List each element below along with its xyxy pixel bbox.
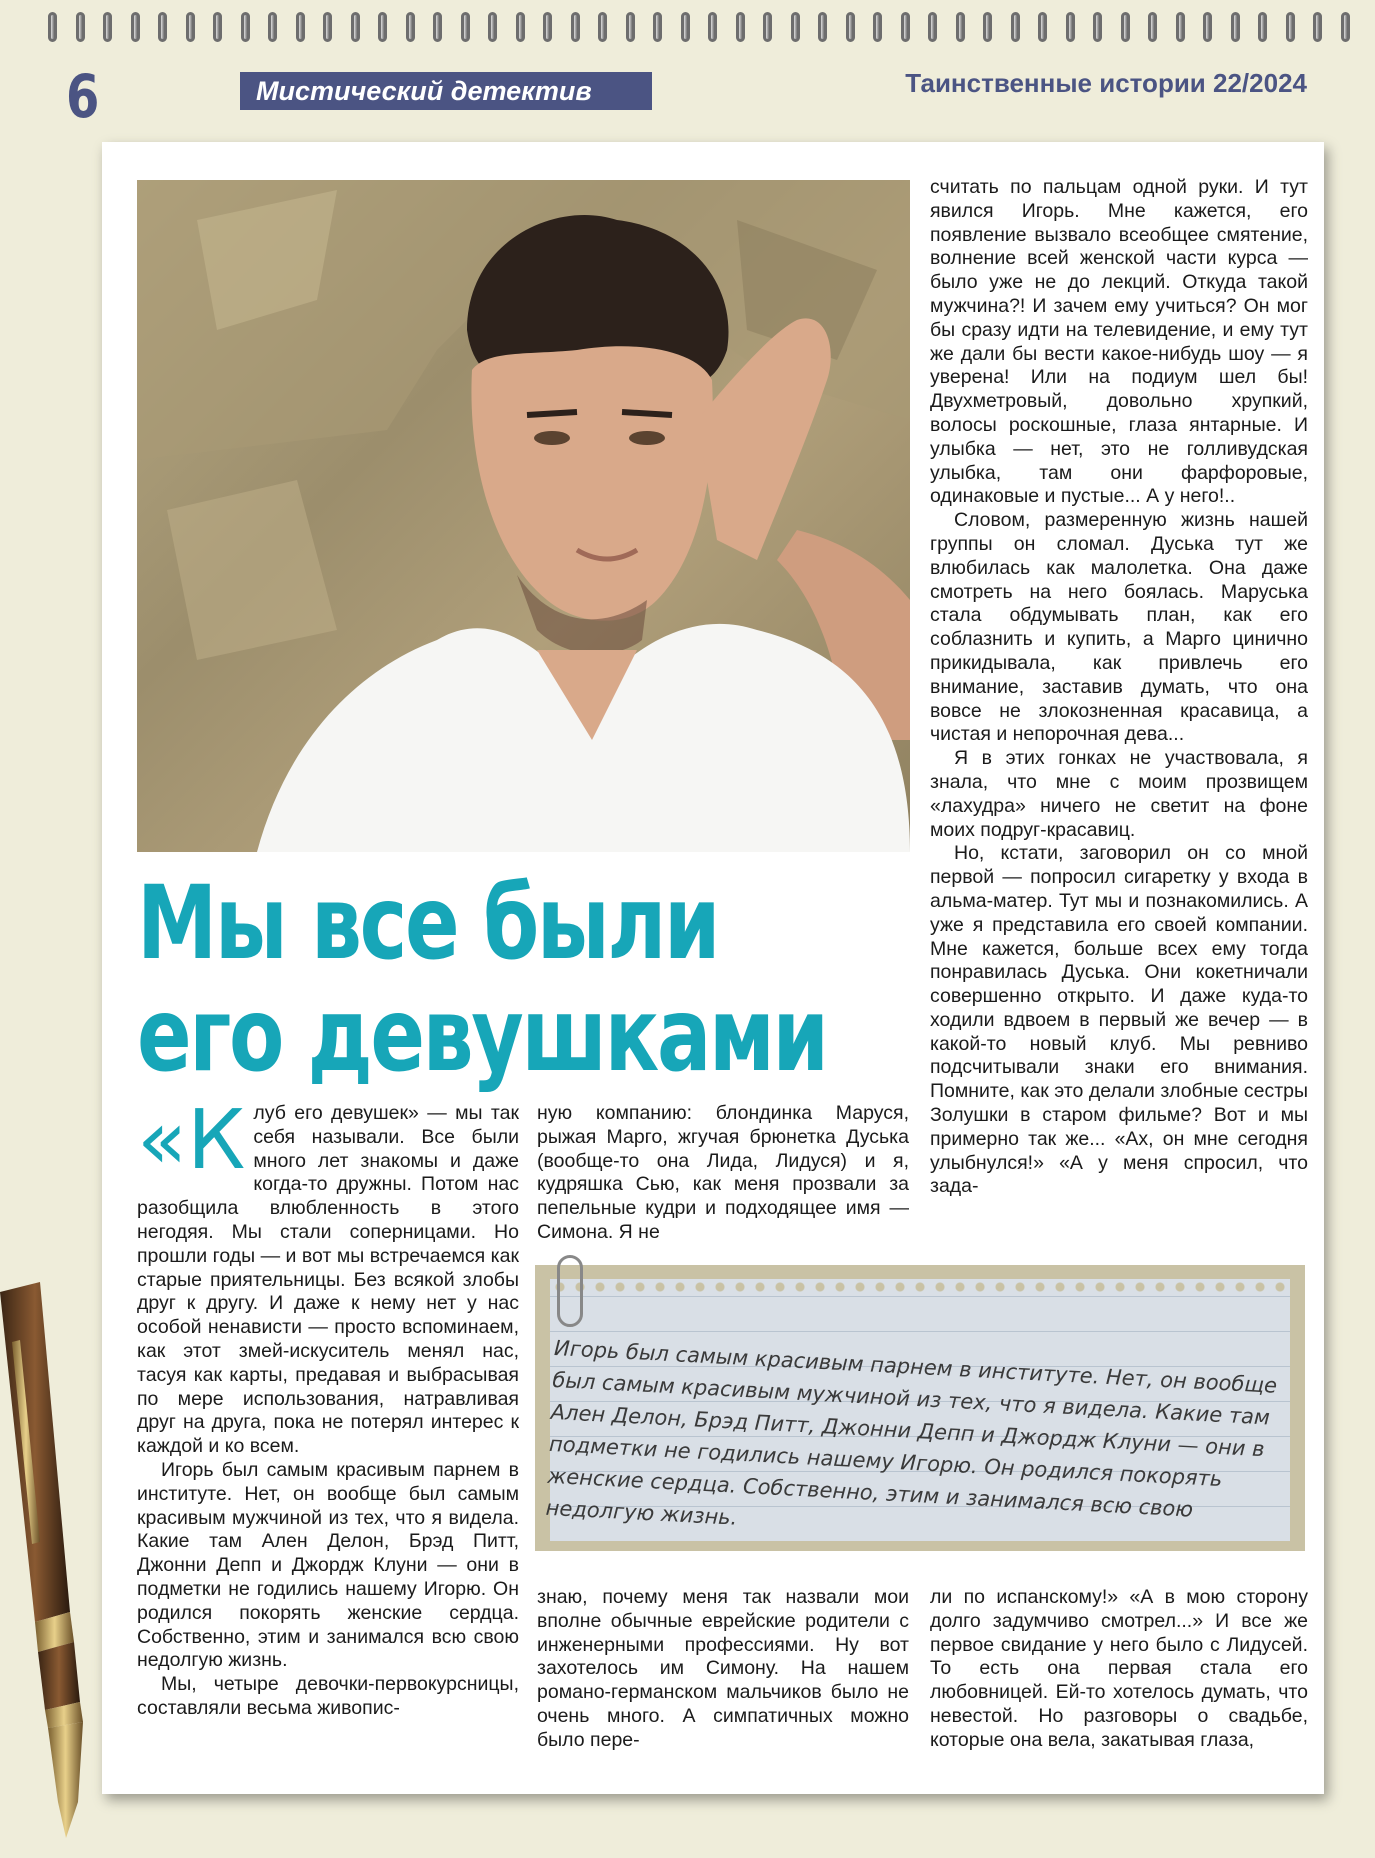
spiral-ring xyxy=(488,12,497,42)
spiral-ring xyxy=(213,12,222,42)
spiral-ring xyxy=(158,12,167,42)
spiral-ring xyxy=(763,12,772,42)
article-paragraph: Но, кстати, заговорил он со мной первой — попросил сигаретку у входа в альма-матер. Тут мы и познакомились. А уже я представила его своей компании. Мне кажется, больше всех ему тогда понравилась Дуська. Они кокетничали совершенно открыто. И даже куда-то ходили вдвоем в первый же вечер — в какой-то новый клуб. Мы ревниво подсчитывали знаки его внимания. Помните, как это делали злобные сестры Золушки в старом фильме? Вот и мы примерно так же... «Ах, он мне сегодня улыбнулся!» «А у меня спросил, что зада- xyxy=(930,842,1308,1198)
spiral-ring xyxy=(1038,12,1047,42)
article-paragraph: Словом, размеренную жизнь нашей группы он сломал. Дуська тут же влюбилась как малолетка. Она даже смотреть на него боялась. Маруська стала обдумывать план, как его соблазнить и купить, а Марго цинично прикидывала, как привлечь его внимание, заставив думать, что она вовсе не злокозненная красавица, а чистая и непорочная дева... xyxy=(930,509,1308,746)
article-column-3-bottom xyxy=(930,1586,1308,1753)
spiral-ring xyxy=(873,12,882,42)
article-paragraph: считать по пальцам одной руки. И тут явился Игорь. Мне кажется, его появление вызвало всеобщее смятение, волнение всей женской части курса — было уже не до лекций. Откуда такой мужчина?! И зачем ему учиться? Он мог бы сразу идти на телевидение, и ему тут же дали бы вести какое-нибудь шоу — я уверена! Или на подиум шел бы! Двухметровый, довольно хрупкий, волосы роскошные, глаза янтарные. И улыбка — нет, это не голливудская улыбка, там они фарфоровые, одинаковые и пустые... А у него!.. xyxy=(930,176,1308,508)
article-paragraph: Мы, четыре девочки-первокурсницы, составляли весьма живопис- xyxy=(137,1673,519,1719)
spiral-ring xyxy=(241,12,250,42)
spiral-ring xyxy=(1341,12,1350,42)
page-number: 6 xyxy=(66,62,100,132)
lead-text: луб его девушек» — мы так себя называли. Все были много лет знакомы и даже когда-то дружны. Потом нас разобщила влюбленность в этого негодяя. Мы стали соперницами. Но прошли годы — и вот мы встречаемся как старые приятельницы. Без всякой злобы друг к другу. И даже к нему нет у нас особой ненависти — просто вспоминаем, как этот змей-искуситель менял нас, тасуя как карты, предавая и выбрасывая по мере использования, натравливая друг на друга, пока не потерял интерес к каждой и ко всем. xyxy=(137,1102,519,1458)
spiral-ring xyxy=(1258,12,1267,42)
article-column-2-bottom xyxy=(537,1586,909,1753)
fountain-pen-icon xyxy=(0,1282,110,1842)
spiral-ring xyxy=(76,12,85,42)
spiral-ring xyxy=(1011,12,1020,42)
spiral-ring xyxy=(516,12,525,42)
article-photo xyxy=(137,180,910,852)
spiral-ring xyxy=(598,12,607,42)
spiral-ring xyxy=(1148,12,1157,42)
spiral-ring xyxy=(1203,12,1212,42)
spiral-ring xyxy=(1121,12,1130,42)
spiral-ring xyxy=(653,12,662,42)
spiral-ring xyxy=(1066,12,1075,42)
article-paragraph: ную компанию: блондинка Маруся, рыжая Марго, жгучая брюнетка Дуська (вообще-то она Лида, Лидуся) и я, кудряшка Сью, как меня прозвали за пепельные кудри и подходящее имя — Симона. Я не xyxy=(537,1102,909,1243)
notebook-holes xyxy=(550,1279,1290,1295)
spiral-ring xyxy=(1286,12,1295,42)
calendar-spiral-binding xyxy=(0,0,1375,50)
spiral-ring xyxy=(1176,12,1185,42)
spiral-ring xyxy=(186,12,195,42)
article-paragraph: знаю, почему меня так назвали мои вполне обычные еврейские родители с инженерными профессиями. Ну вот захотелось им Симону. На нашем романо-германском мальчиков было не очень много. А симпатичных можно было пере- xyxy=(537,1586,909,1751)
article-column-3-top xyxy=(930,176,1308,1199)
article-paragraph xyxy=(137,1093,519,1459)
spiral-ring xyxy=(323,12,332,42)
article-paragraph: ли по испанскому!» «А в мою сторону долго задумчиво смотрел...» И все же первое свидание у него было с Лидусей. То есть она первая стала его любовницей. Ей-то хотелось думать, что невестой. Но разговоры о свадьбе, которые она вела, закатывая глаза, xyxy=(930,1586,1308,1751)
paperclip-icon xyxy=(557,1255,583,1327)
spiral-ring xyxy=(956,12,965,42)
spiral-ring xyxy=(901,12,910,42)
spiral-ring xyxy=(268,12,277,42)
spiral-ring xyxy=(626,12,635,42)
article-column-2-top xyxy=(537,1102,909,1245)
spiral-ring xyxy=(681,12,690,42)
spiral-ring xyxy=(543,12,552,42)
spiral-ring xyxy=(736,12,745,42)
spiral-ring xyxy=(103,12,112,42)
spiral-ring xyxy=(296,12,305,42)
spiral-ring xyxy=(351,12,360,42)
article-paragraph: Я в этих гонках не участвовала, я знала, что мне с моим прозвищем «лахудра» ничего не светит на фоне моих подруг-красавиц. xyxy=(930,747,1308,841)
rubric-label: Мистический детектив xyxy=(240,72,652,110)
spiral-ring xyxy=(928,12,937,42)
spiral-ring xyxy=(791,12,800,42)
spiral-ring xyxy=(378,12,387,42)
spiral-ring xyxy=(1313,12,1322,42)
spiral-ring xyxy=(571,12,580,42)
spiral-ring xyxy=(461,12,470,42)
spiral-ring xyxy=(708,12,717,42)
headline-line-2: его девушками xyxy=(137,976,827,1095)
spiral-ring xyxy=(131,12,140,42)
headline-line-1: Мы все были xyxy=(137,864,719,983)
spiral-ring xyxy=(1093,12,1102,42)
issue-label: Таинственные истории 22/2024 xyxy=(905,68,1307,98)
spiral-ring xyxy=(983,12,992,42)
article-paragraph: Игорь был самым красивым парнем в институте. Нет, он вообще был самым красивым мужчиной из тех, что я видела. Какие там Ален Делон, Брэд Питт, Джонни Депп и Джордж Клуни — они в подметки не годились нашему Игорю. Он родился покорять женские сердца. Собственно, этим и занимался всю свою недолгую жизнь. xyxy=(137,1458,519,1672)
portrait-illustration xyxy=(137,180,910,852)
spiral-ring xyxy=(818,12,827,42)
article-column-1 xyxy=(137,1093,519,1721)
spiral-ring xyxy=(48,12,57,42)
quote-text: Игорь был самым красивым парнем в институте. Нет, он вообще был самым красивым мужчиной из тех, что я видела. Какие там Ален Делон, Брэд Питт, Джонни Депп и Джордж Клуни — они в подметки не годились нашему Игорю. Он родился покорять женские сердца. Собственно, этим и занимался всю свою недолгую жизнь. xyxy=(545,1335,1278,1530)
spiral-ring xyxy=(433,12,442,42)
article-headline xyxy=(137,864,827,1095)
spiral-ring xyxy=(846,12,855,42)
spiral-ring xyxy=(406,12,415,42)
dropcap: «К xyxy=(137,1093,246,1188)
spiral-ring xyxy=(1231,12,1240,42)
